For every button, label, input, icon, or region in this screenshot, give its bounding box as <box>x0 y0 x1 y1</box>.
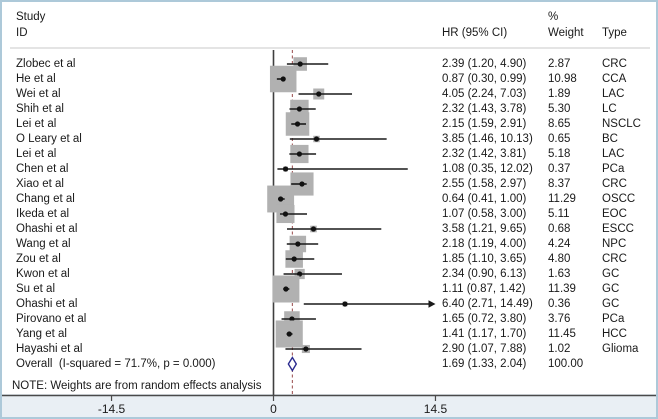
type-cell: HCC <box>602 328 627 340</box>
weight-cell: 0.36 <box>548 298 571 310</box>
hr-ci-cell: 3.85 (1.46, 10.13) <box>442 133 533 145</box>
column-header-study: Study <box>16 11 46 23</box>
point-estimate <box>295 121 300 126</box>
column-header-percent: % <box>548 11 559 23</box>
hr-ci-cell: 1.11 (0.87, 1.42) <box>442 283 526 295</box>
hr-ci-cell: 2.18 (1.19, 4.00) <box>442 238 527 250</box>
axis-tick-label: -14.5 <box>97 402 126 416</box>
type-cell: CRC <box>602 58 627 70</box>
weight-cell: 5.11 <box>548 208 570 220</box>
point-estimate <box>292 256 297 261</box>
study-row-label: Ohashi et al <box>16 298 78 310</box>
study-row-label: He et al <box>16 73 56 85</box>
study-row-label: Kwon et al <box>16 268 70 280</box>
type-cell: PCa <box>602 313 625 325</box>
point-estimate <box>283 166 288 171</box>
hr-ci-cell: 2.55 (1.58, 2.97) <box>442 178 527 190</box>
overall-row-label: Overall (I-squared = 71.7%, p = 0.000) <box>16 358 216 370</box>
study-row-label: Zou et al <box>16 253 61 265</box>
type-cell: CRC <box>602 253 627 265</box>
study-row-label: Pirovano et al <box>16 313 87 325</box>
weight-cell: 8.37 <box>548 178 571 190</box>
study-row-label: Chang et al <box>16 193 75 205</box>
study-row-label: Lei et al <box>16 118 57 130</box>
note-text: NOTE: Weights are from random effects analysis <box>12 380 262 392</box>
weight-cell: 1.63 <box>548 268 571 280</box>
type-cell: GC <box>602 298 620 310</box>
point-estimate <box>303 346 308 351</box>
weight-cell: 0.37 <box>548 163 571 175</box>
study-row-label: Chen et al <box>16 163 69 175</box>
hr-ci-cell: 2.90 (1.07, 7.88) <box>442 343 527 355</box>
study-row-label: Ohashi et al <box>16 223 78 235</box>
study-row-label: Wang et al <box>16 238 71 250</box>
type-cell: BC <box>602 133 618 145</box>
type-cell: ESCC <box>602 223 634 235</box>
hr-ci-cell: 2.39 (1.20, 4.90) <box>442 58 527 70</box>
study-row-label: Hayashi et al <box>16 343 83 355</box>
weight-cell: 1.89 <box>548 88 571 100</box>
axis-tick-label: 14.5 <box>423 402 448 416</box>
type-cell: GC <box>602 283 620 295</box>
weight-cell: 8.65 <box>548 118 571 130</box>
study-row-label: Ikeda et al <box>16 208 70 220</box>
weight-cell: 4.80 <box>548 253 571 265</box>
hr-ci-cell: 3.58 (1.21, 9.65) <box>442 223 527 235</box>
axis-tick-label: 0 <box>270 402 277 416</box>
point-estimate <box>311 226 316 231</box>
type-cell: NSCLC <box>602 118 641 130</box>
study-row-label: O Leary et al <box>16 133 82 145</box>
point-estimate <box>287 331 292 336</box>
weight-cell: 11.29 <box>548 193 576 205</box>
hr-ci-cell: 4.05 (2.24, 7.03) <box>442 88 527 100</box>
column-header-hr: HR (95% CI) <box>442 27 508 39</box>
study-row-label: Zlobec et al <box>16 58 76 70</box>
point-estimate <box>281 76 286 81</box>
weight-cell: 10.98 <box>548 73 577 85</box>
overall-hr-ci-cell: 1.69 (1.33, 2.04) <box>442 358 527 370</box>
study-row-label: Wei et al <box>16 88 61 100</box>
hr-ci-cell: 2.15 (1.59, 2.91) <box>442 118 527 130</box>
type-cell: LAC <box>602 148 625 160</box>
type-cell: OSCC <box>602 193 636 205</box>
weight-cell: 0.65 <box>548 133 571 145</box>
study-row-label: Xiao et al <box>16 178 64 190</box>
hr-ci-cell: 2.34 (0.90, 6.13) <box>442 268 527 280</box>
type-cell: CCA <box>602 73 627 85</box>
weight-cell: 1.02 <box>548 343 571 355</box>
point-estimate <box>297 106 302 111</box>
study-row-label: Su et al <box>16 283 55 295</box>
study-row-label: Shih et al <box>16 103 64 115</box>
weight-cell: 11.39 <box>548 283 576 295</box>
column-header-id: ID <box>16 27 28 39</box>
point-estimate <box>278 196 283 201</box>
column-header-weight: Weight <box>548 27 584 39</box>
hr-ci-cell: 1.07 (0.58, 3.00) <box>442 208 527 220</box>
type-cell: NPC <box>602 238 627 250</box>
hr-ci-cell: 1.08 (0.35, 12.02) <box>442 163 533 175</box>
overall-diamond <box>288 358 296 371</box>
type-cell: LAC <box>602 88 625 100</box>
weight-cell: 5.30 <box>548 103 571 115</box>
weight-cell: 4.24 <box>548 238 571 250</box>
study-row-label: Yang et al <box>16 328 67 340</box>
hr-ci-cell: 2.32 (1.42, 3.81) <box>442 148 527 160</box>
weight-cell: 5.18 <box>548 148 571 160</box>
hr-ci-cell: 0.87 (0.30, 0.99) <box>442 73 527 85</box>
weight-cell: 3.76 <box>548 313 571 325</box>
weight-cell: 0.68 <box>548 223 571 235</box>
point-estimate <box>314 136 319 141</box>
point-estimate <box>297 151 302 156</box>
type-cell: Glioma <box>602 343 639 355</box>
point-estimate <box>299 181 304 186</box>
point-estimate <box>316 91 321 96</box>
hr-ci-cell: 6.40 (2.71, 14.49) <box>442 298 533 310</box>
study-row-label: Lei et al <box>16 148 57 160</box>
type-cell: LC <box>602 103 617 115</box>
point-estimate <box>283 211 288 216</box>
weight-cell: 2.87 <box>548 58 571 70</box>
point-estimate <box>283 286 288 291</box>
column-header-type: Type <box>602 27 627 39</box>
type-cell: CRC <box>602 178 627 190</box>
type-cell: GC <box>602 268 620 280</box>
type-cell: PCa <box>602 163 625 175</box>
type-cell: EOC <box>602 208 627 220</box>
point-estimate <box>295 241 300 246</box>
overall-weight-cell: 100.00 <box>548 358 584 370</box>
point-estimate <box>342 301 347 306</box>
hr-ci-cell: 1.65 (0.72, 3.80) <box>442 313 527 325</box>
point-estimate <box>298 61 303 66</box>
hr-ci-cell: 1.85 (1.10, 3.65) <box>442 253 527 265</box>
ci-clip-arrow-icon <box>429 300 436 308</box>
hr-ci-cell: 1.41 (1.17, 1.70) <box>442 328 527 340</box>
weight-cell: 11.45 <box>548 328 576 340</box>
hr-ci-cell: 2.32 (1.43, 3.78) <box>442 103 527 115</box>
hr-ci-cell: 0.64 (0.41, 1.00) <box>442 193 527 205</box>
